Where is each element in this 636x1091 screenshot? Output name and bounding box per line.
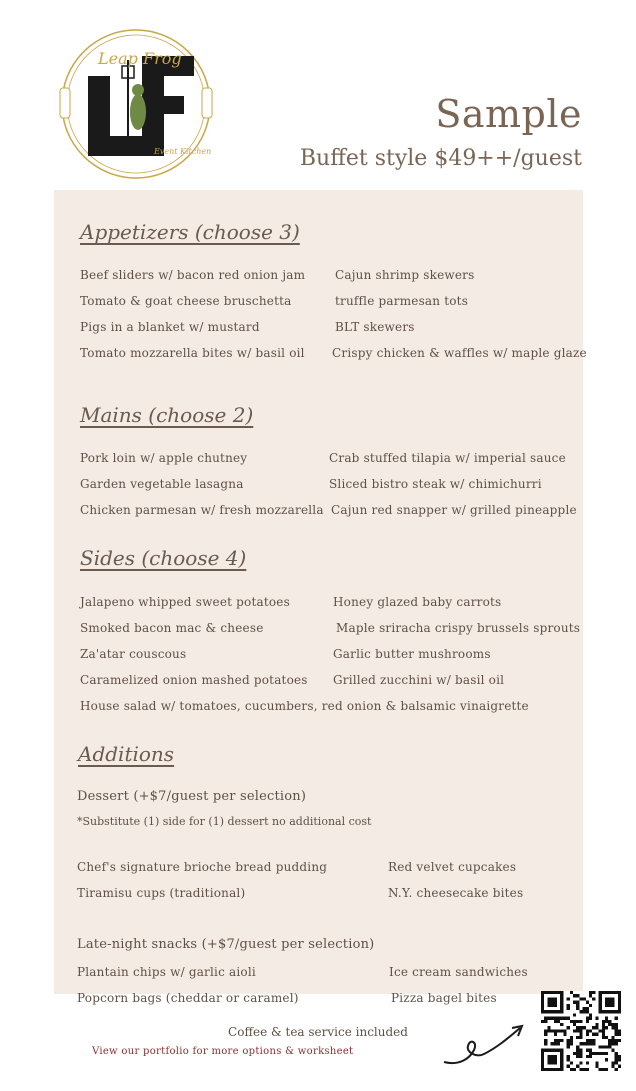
dessert-item: Chef's signature brioche bread pudding — [77, 860, 328, 874]
main-item: Sliced bistro steak w/ chimichurri — [329, 477, 542, 491]
side-item: Za'atar couscous — [80, 647, 187, 661]
dessert-item: Tiramisu cups (traditional) — [77, 886, 246, 900]
mains-heading: Mains (choose 2) — [80, 403, 254, 427]
heart-arrow-icon — [440, 1022, 530, 1070]
dessert-item: Red velvet cupcakes — [388, 860, 517, 874]
appetizer-item: Cajun shrimp skewers — [335, 268, 475, 282]
main-item: Pork loin w/ apple chutney — [80, 451, 248, 465]
appetizer-item: Beef sliders w/ bacon red onion jam — [80, 268, 306, 282]
snacks-label: Late-night snacks (+$7/guest per selection) — [77, 937, 375, 952]
snack-item: Popcorn bags (cheddar or caramel) — [77, 991, 299, 1005]
svg-text:Event Kitchen: Event Kitchen — [154, 147, 212, 156]
sides-heading: Sides (choose 4) — [80, 546, 247, 570]
main-item: Garden vegetable lasagna — [80, 477, 244, 491]
appetizer-item: Pigs in a blanket w/ mustard — [80, 320, 260, 334]
side-item-salad: House salad w/ tomatoes, cucumbers, red onion & balsamic vinaigrette — [80, 699, 529, 713]
snack-item: Ice cream sandwiches — [389, 965, 528, 979]
portfolio-link[interactable]: View our portfolio for more options & worksheet — [92, 1046, 354, 1057]
additions-heading: Additions — [78, 742, 175, 766]
side-item: Smoked bacon mac & cheese — [80, 621, 264, 635]
leap-frog-logo — [58, 26, 214, 182]
qr-code-icon[interactable] — [541, 991, 621, 1071]
dessert-item: N.Y. cheesecake bites — [388, 886, 524, 900]
dessert-label: Dessert (+$7/guest per selection) — [77, 789, 307, 804]
main-item: Crab stuffed tilapia w/ imperial sauce — [329, 451, 566, 465]
appetizer-item: BLT skewers — [335, 320, 415, 334]
appetizer-item: Tomato mozzarella bites w/ basil oil — [80, 346, 305, 360]
side-item: Jalapeno whipped sweet potatoes — [80, 595, 290, 609]
svg-text:Leap Frog: Leap Frog — [98, 49, 182, 68]
appetizer-item: Tomato & goat cheese bruschetta — [80, 294, 292, 308]
page-title: Sample — [435, 92, 582, 136]
dessert-note: *Substitute (1) side for (1) dessert no additional cost — [77, 815, 372, 828]
side-item: Honey glazed baby carrots — [333, 595, 502, 609]
appetizer-item: truffle parmesan tots — [335, 294, 469, 308]
side-item: Maple sriracha crispy brussels sprouts — [336, 621, 581, 635]
main-item: Chicken parmesan w/ fresh mozzarella — [80, 503, 324, 517]
page-subtitle: Buffet style $49++/guest — [299, 146, 582, 171]
snack-item: Pizza bagel bites — [391, 991, 497, 1005]
side-item: Grilled zucchini w/ basil oil — [333, 673, 505, 687]
coffee-tea-note: Coffee & tea service included — [228, 1025, 408, 1039]
side-item: Caramelized onion mashed potatoes — [80, 673, 308, 687]
snack-item: Plantain chips w/ garlic aioli — [77, 965, 256, 979]
appetizers-heading: Appetizers (choose 3) — [80, 220, 300, 244]
side-item: Garlic butter mushrooms — [333, 647, 491, 661]
main-item: Cajun red snapper w/ grilled pineapple — [331, 503, 577, 517]
appetizer-item: Crispy chicken & waffles w/ maple glaze — [332, 346, 587, 360]
